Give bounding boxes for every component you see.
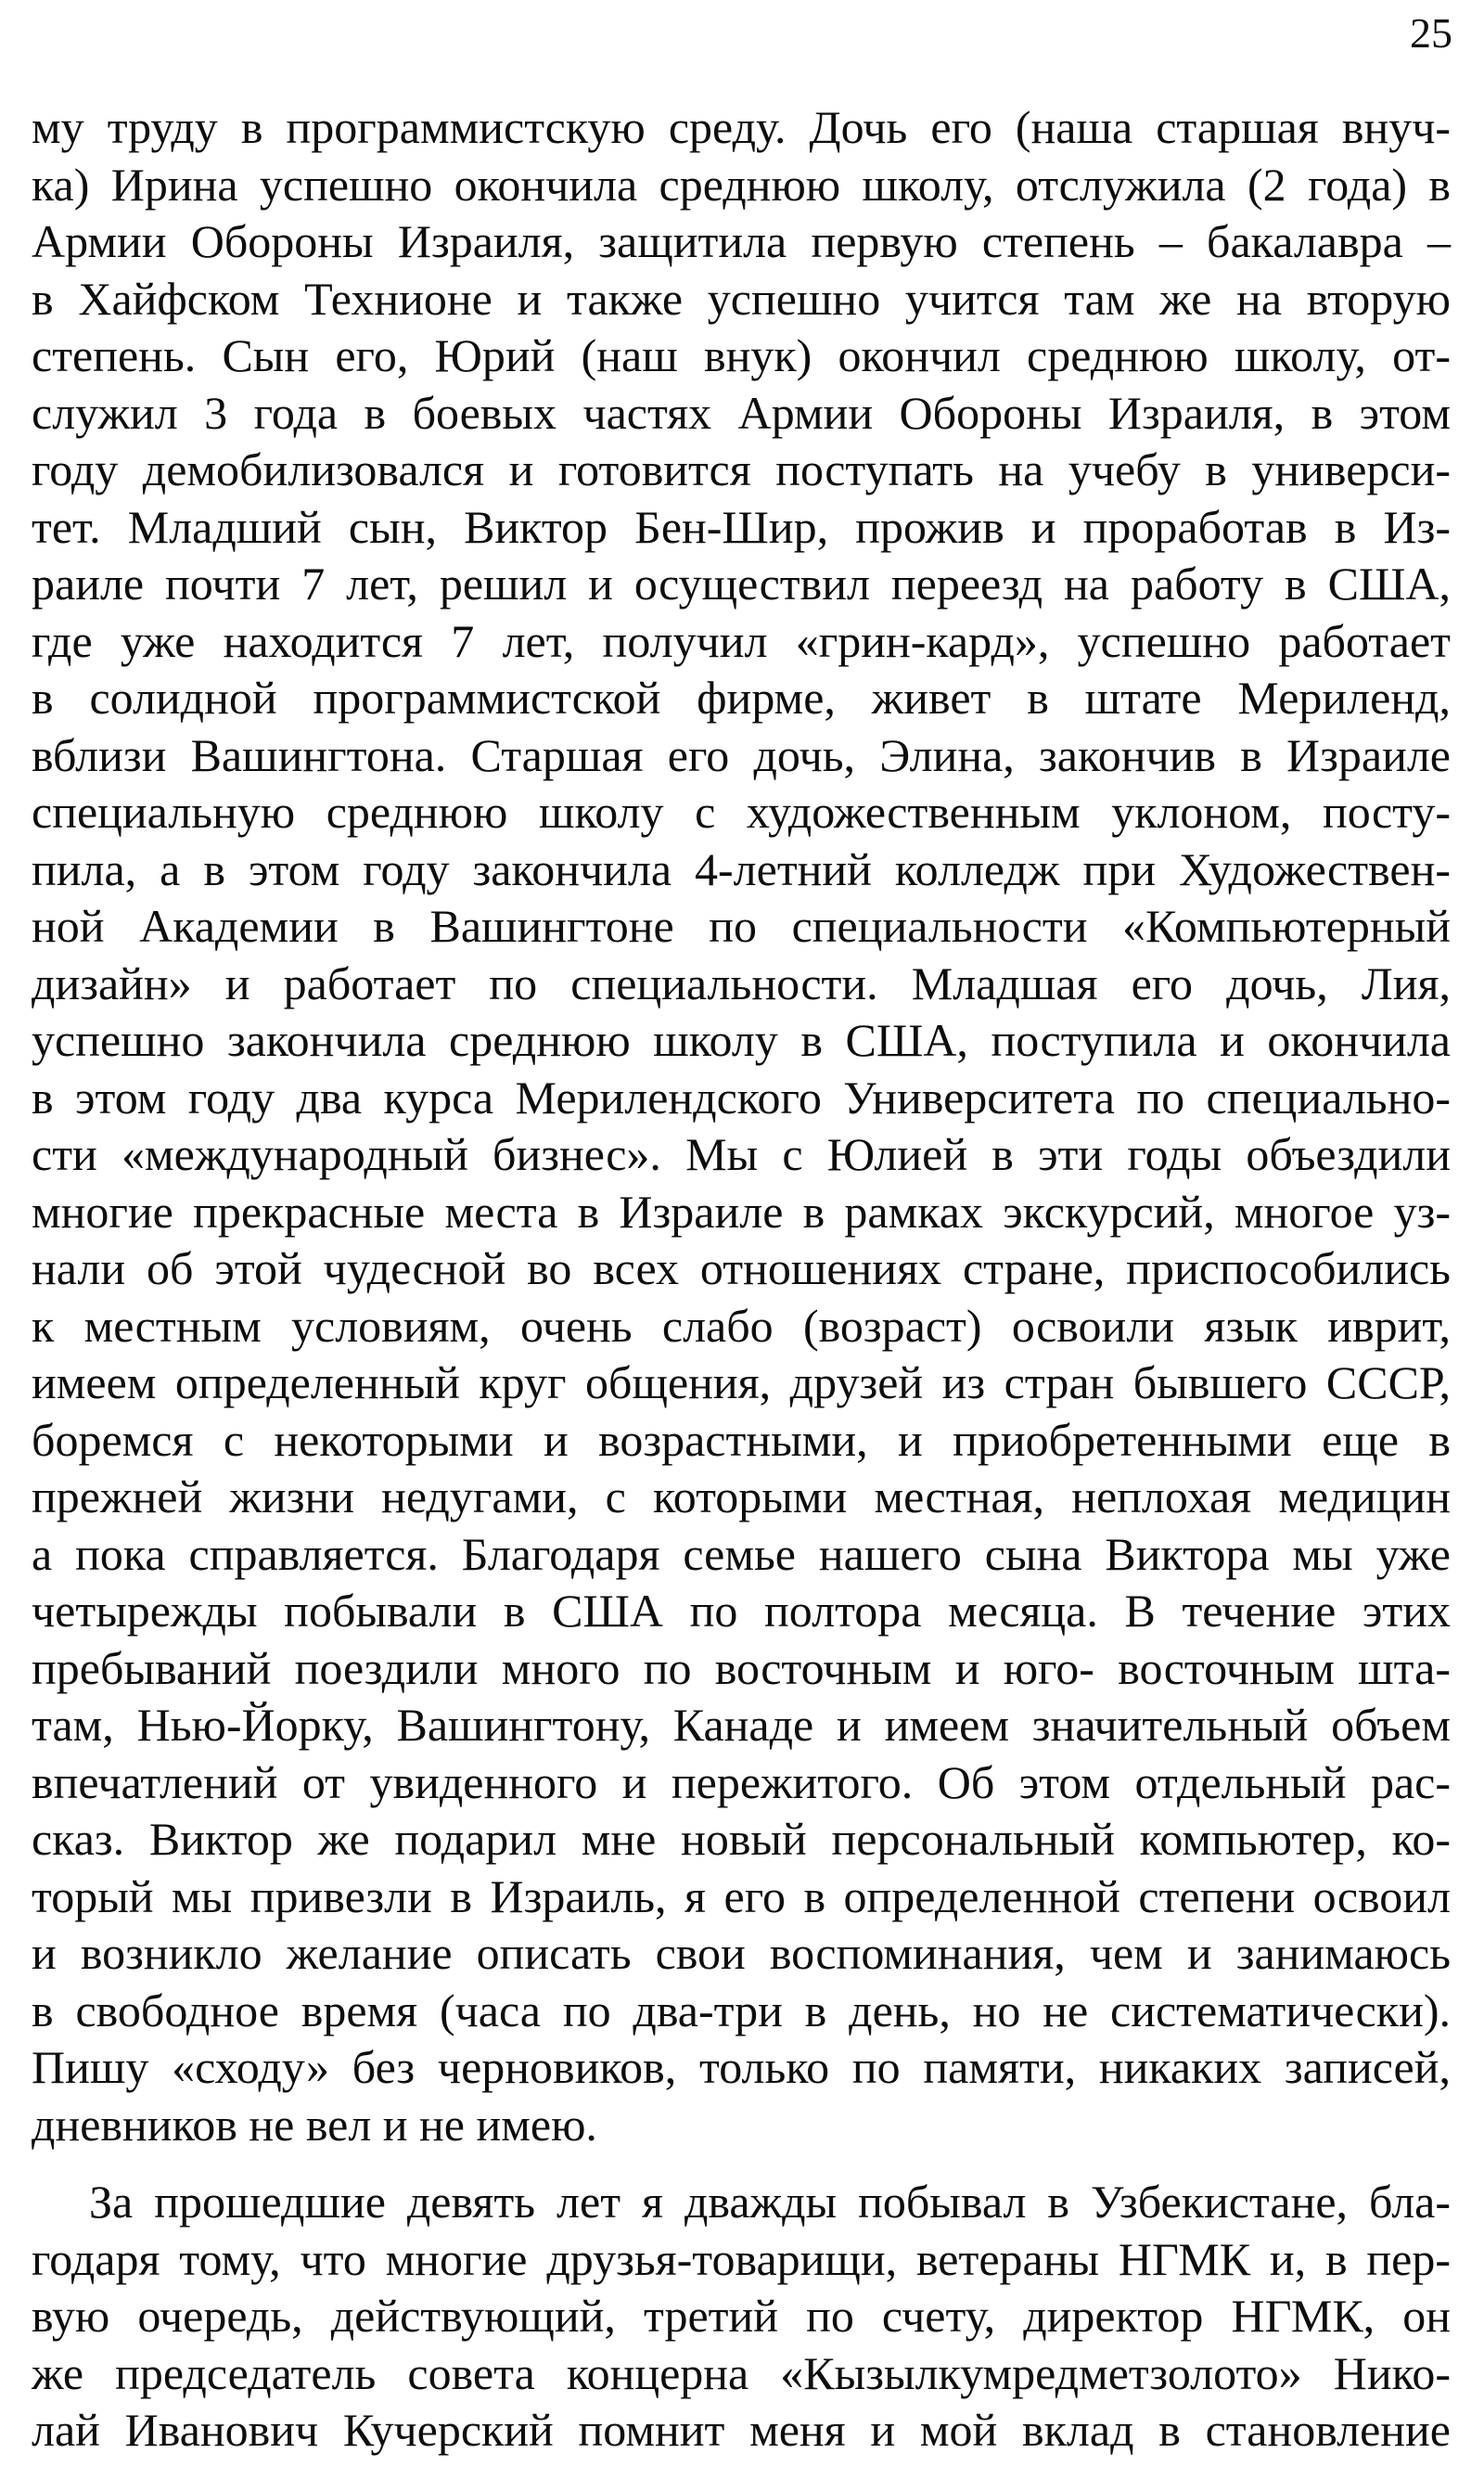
text-line: торый мы привезли в Израиль, я его в определенной степени освоил (32, 1869, 1451, 1922)
text-line: в солидной программистской фирме, живет в штате Мериленд, (32, 672, 1451, 724)
text-line: в свободное время (часа по два-три в день, но не систематически). (32, 1984, 1451, 2036)
paragraph (32, 99, 1451, 2153)
text-line: успешно закончила среднюю школу в США, поступила и окончила (32, 1014, 1451, 1066)
text-line: боремся с некоторыми и возрастными, и приобретенными еще в (32, 1413, 1451, 1466)
text-line: ка) Ирина успешно окончила среднюю школу, отслужила (2 года) в (32, 158, 1451, 211)
text-line: дневников не вел и не имею. (32, 2098, 597, 2151)
text-line: служил 3 года в боевых частях Армии Обороны Израиля, в этом (32, 386, 1451, 439)
text-line: многие прекрасные места в Израиле в рамках экскурсий, многое уз- (32, 1185, 1451, 1238)
text-line: пила, а в этом году закончила 4-летний колледж при Художествен- (32, 842, 1451, 895)
text-line: тет. Младший сын, Виктор Бен-Шир, прожив и проработав в Из- (32, 500, 1451, 553)
text-line: сти «международный бизнес». Мы с Юлией в эти годы объездили (32, 1128, 1451, 1180)
paragraph-gap (32, 2153, 1451, 2174)
text-line: нали об этой чудесной во всех отношениях стране, приспособились (32, 1242, 1451, 1294)
text-line: четырежды побывали в США по полтора месяца. В течение этих (32, 1585, 1451, 1637)
text-line: За прошедшие девять лет я дважды побывал в Узбекистане, бла- (89, 2176, 1451, 2228)
text-line: специальную среднюю школу с художественным уклоном, посту- (32, 786, 1451, 838)
text-line: годаря тому, что многие друзья-товарищи, ветераны НГМК и, в пер- (32, 2232, 1451, 2285)
text-line: дизайн» и работает по специальности. Младшая его дочь, Лия, (32, 957, 1451, 1009)
text-line: прежней жизни недугами, с которыми местная, неплохая медицин (32, 1471, 1451, 1522)
text-line: Пишу «сходу» без черновиков, только по памяти, никаких записей, (32, 2041, 1451, 2093)
text-line: а пока справляется. Благодаря семье нашего сына Виктора мы уже (32, 1527, 1451, 1580)
text-line: вблизи Вашингтона. Старшая его дочь, Элина, закончив в Израиле (32, 728, 1451, 781)
text-line: Армии Обороны Израиля, защитила первую степень – бакалавра – (32, 215, 1451, 267)
text-line: и возникло желание описать свои воспоминания, чем и занимаюсь (32, 1927, 1451, 1979)
text-line: в этом году два курса Мерилендского Университета по специально- (32, 1071, 1451, 1124)
text-line: пребываний поездили много по восточным и юго- восточным шта- (32, 1641, 1451, 1694)
text-line: в Хайфском Технионе и также успешно учится там же на вторую (32, 272, 1451, 325)
page-body-text (32, 99, 1451, 2460)
text-line: там, Нью-Йорку, Вашингтону, Канаде и имеем значительный объем (32, 1699, 1451, 1751)
text-line: степень. Сын его, Юрий (наш внук) окончил среднюю школу, от- (32, 329, 1451, 381)
text-line: имеем определенный круг общения, друзей из стран бывшего СССР, (32, 1356, 1451, 1408)
page-number: 25 (1410, 9, 1452, 57)
text-line: лай Иванович Кучерский помнит меня и мой вклад в становление (32, 2404, 1451, 2456)
text-line: раиле почти 7 лет, решил и осуществил переезд на работу в США, (32, 558, 1451, 610)
text-line: впечатлений от увиденного и пережитого. Об этом отдельный рас- (32, 1755, 1451, 1808)
text-line: к местным условиям, очень слабо (возраст) освоили язык иврит, (32, 1299, 1451, 1352)
text-line: же председатель совета концерна «Кызылкумредметзолото» Нико- (32, 2346, 1451, 2399)
text-line: сказ. Виктор же подарил мне новый персональный компьютер, ко- (32, 1813, 1451, 1865)
text-line: где уже находится 7 лет, получил «грин-кард», успешно работает (32, 614, 1451, 667)
text-line: му труду в программистскую среду. Дочь его (наша старшая внуч- (32, 101, 1451, 153)
text-line: году демобилизовался и готовится поступать на учебу в универси- (32, 443, 1451, 495)
text-line: вую очередь, действующий, третий по счету, директор НГМК, он (32, 2290, 1451, 2342)
text-line: ной Академии в Вашингтоне по специальности «Компьютерный (32, 900, 1451, 952)
paragraph (32, 2174, 1451, 2460)
